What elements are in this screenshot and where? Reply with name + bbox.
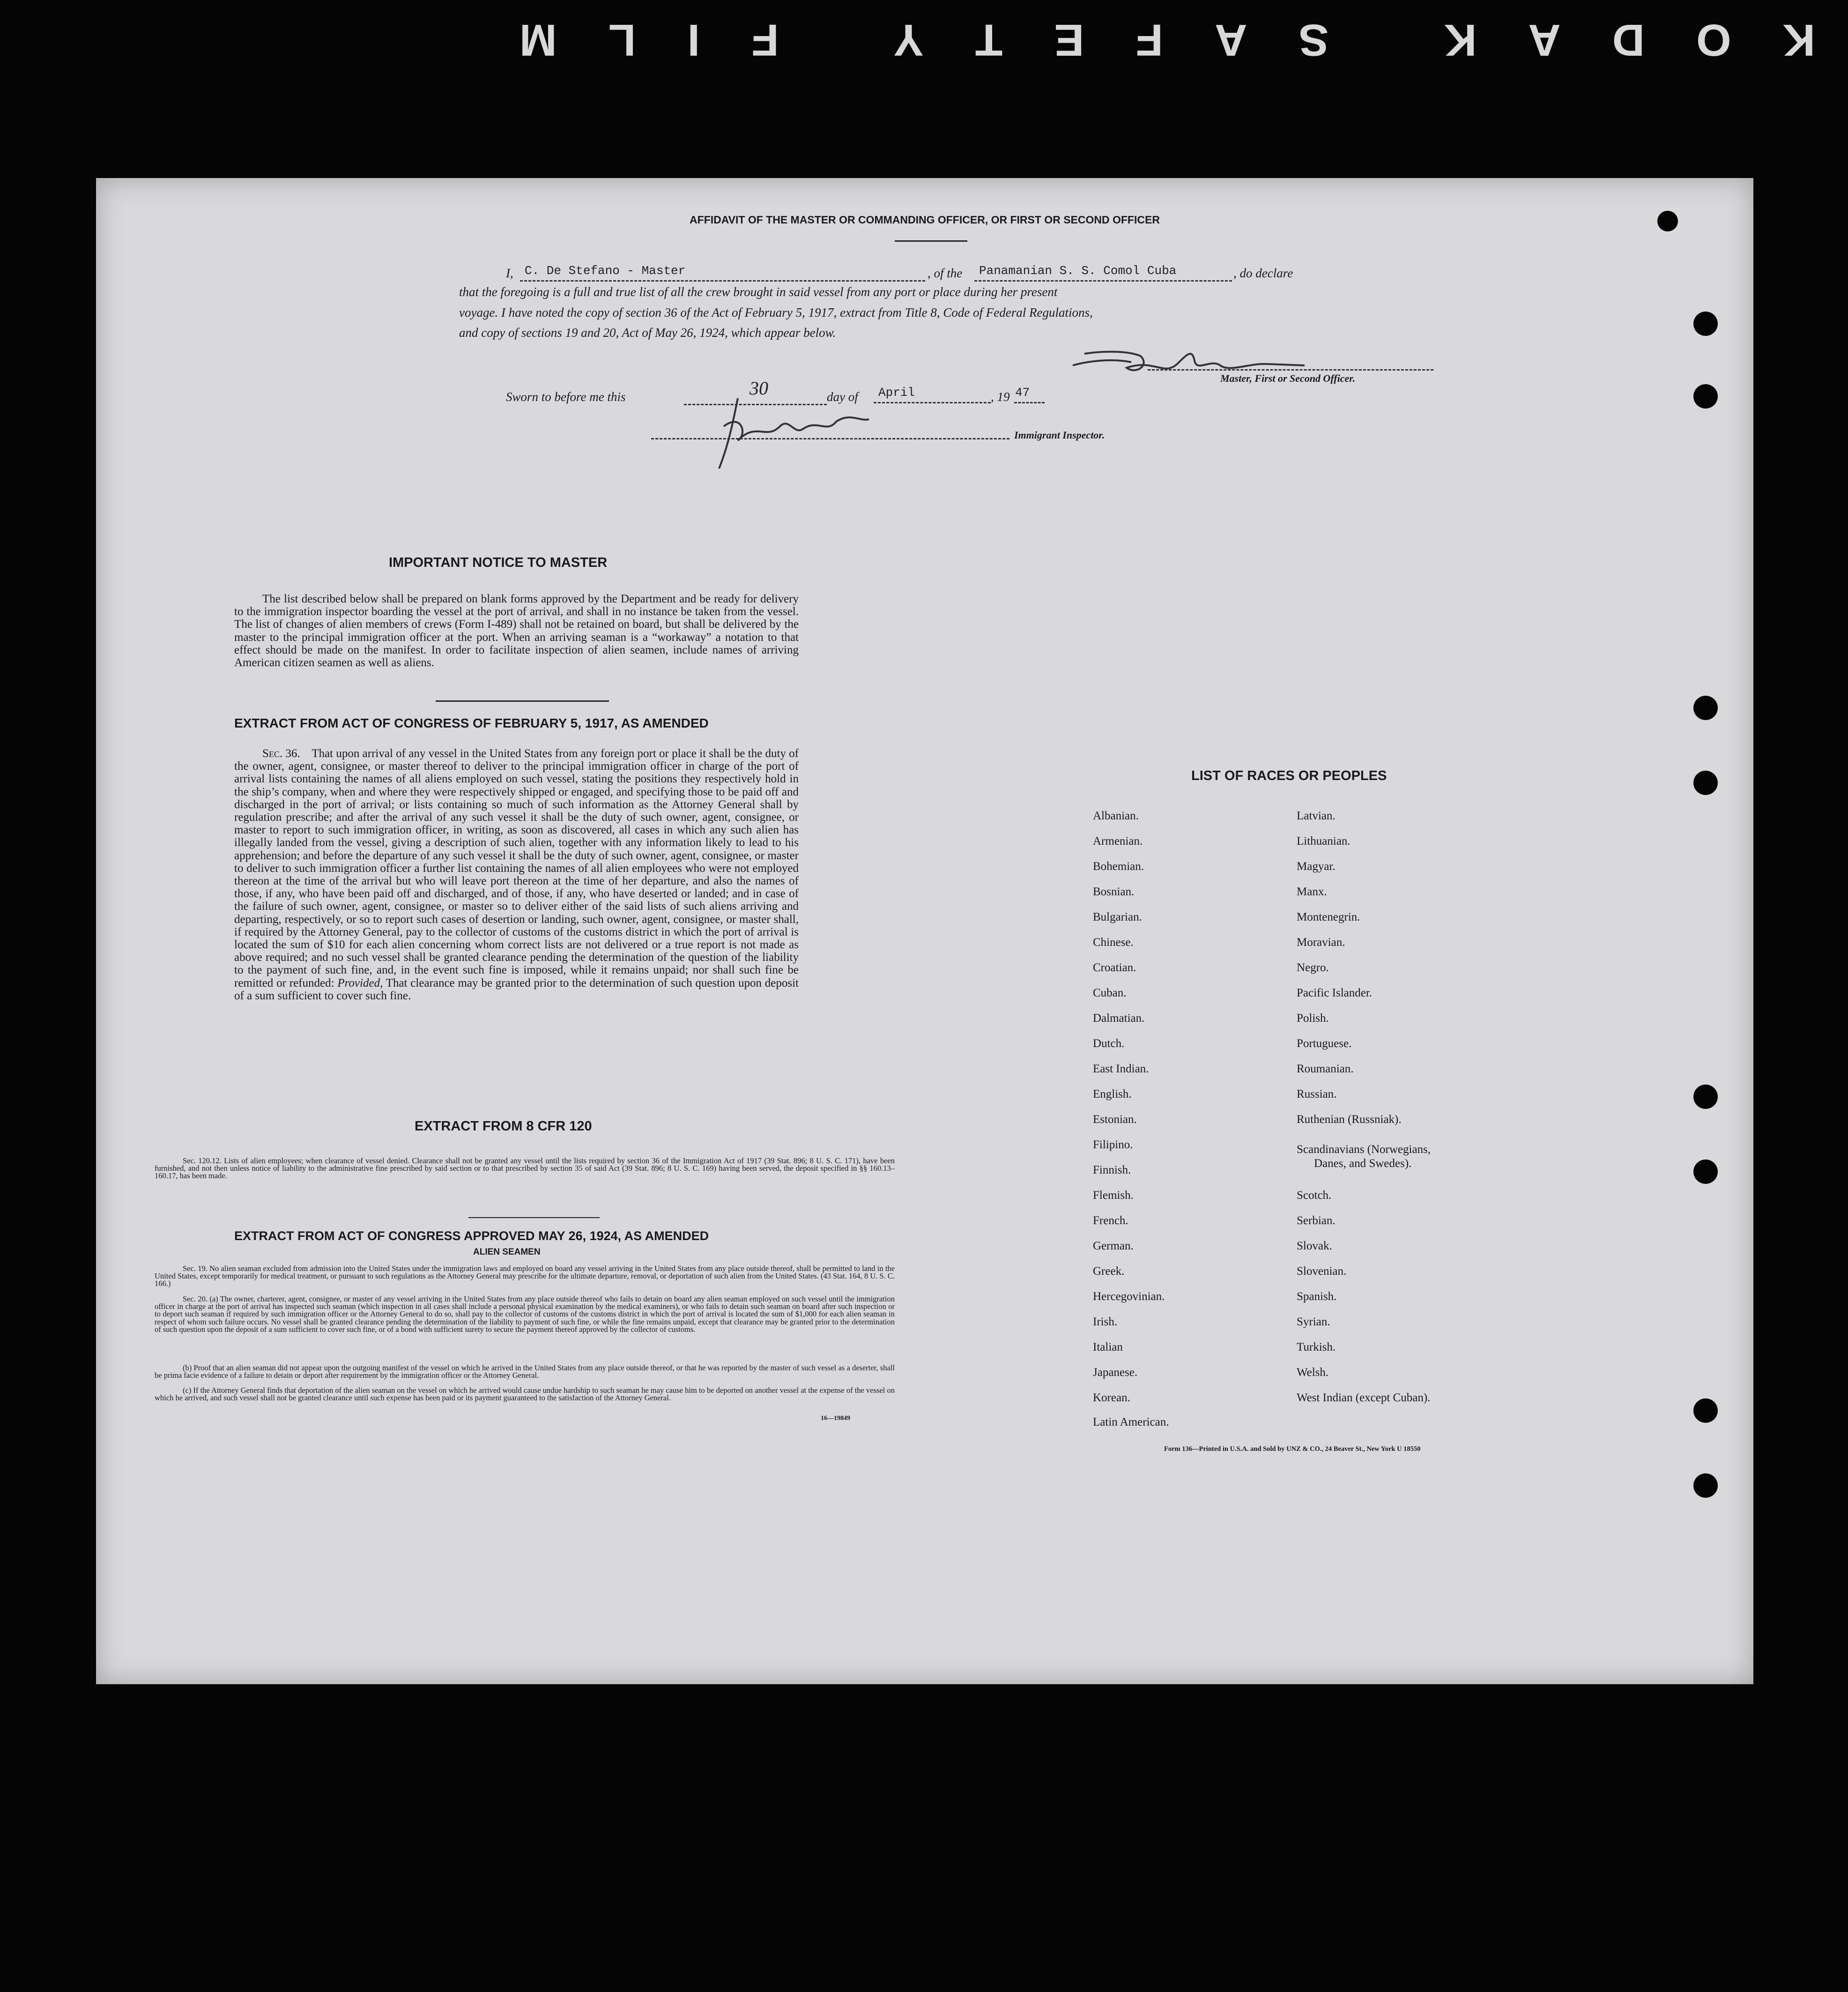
race-item: Scotch.	[1297, 1189, 1332, 1202]
race-item: Cuban.	[1093, 987, 1127, 999]
race-item: Spanish.	[1297, 1290, 1337, 1303]
race-item: Magyar.	[1297, 860, 1336, 873]
race-item: Slovak.	[1297, 1240, 1332, 1252]
form-code: 16—19849	[821, 1415, 850, 1422]
divider	[468, 1217, 600, 1218]
race-item: Polish.	[1297, 1012, 1329, 1025]
race-item: Negro.	[1297, 961, 1329, 974]
year-prefix: , 19	[991, 390, 1010, 404]
race-item: Danes, and Swedes).	[1314, 1157, 1412, 1170]
race-item: Bosnian.	[1093, 885, 1135, 898]
race-item: Scandinavians (Norwegians,	[1297, 1143, 1431, 1156]
race-item: Irish.	[1093, 1316, 1118, 1328]
race-item: Albanian.	[1093, 810, 1139, 822]
race-item: Welsh.	[1297, 1366, 1329, 1379]
punch-hole	[1693, 384, 1718, 409]
race-item: French.	[1093, 1214, 1128, 1227]
race-item: Latvian.	[1297, 810, 1336, 822]
master-name-field[interactable]: C. De Stefano - Master	[520, 264, 925, 282]
race-item: Chinese.	[1093, 936, 1134, 949]
affidavit-line: voyage. I have noted the copy of section 36 of the Act of February 5, 1917, extract from Title 8, Code of Federal Regulations,	[459, 305, 1093, 320]
races-title: LIST OF RACES OR PEOPLES	[1191, 768, 1387, 783]
provided-label: Provided,	[337, 976, 383, 989]
race-item: English.	[1093, 1088, 1132, 1100]
race-item: Montenegrin.	[1297, 911, 1360, 923]
race-item: Portuguese.	[1297, 1037, 1352, 1050]
punch-hole	[1693, 1085, 1718, 1109]
section-20b-text: (b) Proof that an alien seaman did not appear upon the outgoing manifest of the vessel on which he arrived in the United States from any place outside thereof, or that he was reported by the master of such vessel as a deserter, shall be prima facie evidence of a failure to detain or deport after requirement by the immigration officer or the Attorney General.	[155, 1363, 895, 1380]
race-item: Filipino.	[1093, 1138, 1133, 1151]
race-item: Russian.	[1297, 1088, 1337, 1100]
race-item: Japanese.	[1093, 1366, 1138, 1379]
punch-hole	[1693, 1160, 1718, 1184]
divider	[436, 700, 609, 702]
divider	[895, 240, 967, 242]
sworn-label: Sworn to before me this	[506, 390, 626, 404]
race-item: Croatian.	[1093, 961, 1136, 974]
affidavit-title: AFFIDAVIT OF THE MASTER OR COMMANDING OFFICER, OR FIRST OR SECOND OFFICER	[690, 214, 1160, 226]
race-item: Bulgarian.	[1093, 911, 1142, 923]
race-item: West Indian (except Cuban).	[1297, 1391, 1431, 1404]
punch-hole	[1693, 1473, 1718, 1498]
race-item: Ruthenian (Russniak).	[1297, 1113, 1402, 1126]
race-item: Lithuanian.	[1297, 835, 1351, 847]
affidavit-do-declare: , do declare	[1233, 266, 1293, 280]
cfr-body: Sec. 120.12. Lists of alien employees; when clearance of vessel denied. Clearance shall not be granted any vessel until the lists required by section 36 of the Immigration Act of 1917 (39 Stat. 896; 8 U. S. C. 171), have been furnished, and not then unless notice of liability to the administrative fine prescribed by said section or to that prescribed by section 35 of said Act (39 Stat. 896; 8 U. S. C. 169) having been served, the deposit specified in §§ 160.13–160.17, has been made.	[155, 1156, 895, 1181]
race-item: Dalmatian.	[1093, 1012, 1145, 1025]
race-item: Italian	[1093, 1341, 1123, 1353]
sworn-year-field[interactable]: 47	[1014, 386, 1045, 403]
race-item: Syrian.	[1297, 1316, 1330, 1328]
race-item: Korean.	[1093, 1391, 1130, 1404]
sworn-month-field[interactable]: April	[874, 386, 991, 403]
punch-hole	[1693, 696, 1718, 720]
race-item: East Indian.	[1093, 1063, 1149, 1075]
race-item: Dutch.	[1093, 1037, 1125, 1050]
section-20c-text: (c) If the Attorney General finds that deportation of the alien seaman on the vessel on which he arrived would cause undue hardship to such seaman he may cause him to be deported on another vessel at the expense of the vessel on which he arrived, and such vessel shall not be granted clearance until such expense has been paid or its payment guaranteed to the satisfaction of the Attorney General.	[155, 1386, 895, 1403]
punch-hole	[1693, 1398, 1718, 1423]
race-item: Finnish.	[1093, 1164, 1131, 1176]
form-printer-line: Form 136—Printed in U.S.A. and Sold by UNZ & CO., 24 Beaver St., New York U 18550	[1164, 1445, 1421, 1453]
race-item: Hercegovinian.	[1093, 1290, 1165, 1303]
master-caption: Master, First or Second Officer.	[1220, 372, 1356, 384]
signature-line	[1148, 369, 1433, 371]
section-19-text: Sec. 19. No alien seaman excluded from admission into the United States under the immigration laws and employed on board any vessel arriving in the United States from any place outside thereof, shall be permitted to land in the United States, except temporarily for medical treatment, or pursuant to such regulations as the Attorney General may prescribe for the ultimate departure, removal, or deportation of such alien from the United States. (43 Stat. 164, 8 U. S. C. 166.)	[155, 1264, 895, 1288]
section-20a-text: Sec. 20. (a) The owner, charterer, agent, consignee, or master of any vessel arriving in the United States from any place outside thereof who fails to detain on board any alien seaman employed on such vessel until the immigration officer in charge at the port of arrival has inspected such seaman (which inspection in all cases shall include a personal physical examination by the medical examiners), or who fails to detain such seaman on board after such inspection or to deport such seaman if required by such immigration officer or the Attorney General to do so, shall pay to the collector of customs of the customs district in which the port of arrival is located the sum of $1,000 for each alien seaman in respect of whom such failure occurs. No vessel shall be granted clearance pending the determination of the liability to payment of such fine, or while the fine remains unpaid, except that clearance may be granted prior to the determination of such question upon the deposit of a sum sufficient to cover such fine, or of a bond with sufficient surety to secure the payment thereof approved by the collector of customs.	[155, 1294, 895, 1334]
inspector-signature	[710, 394, 883, 473]
day-of-label: day of	[827, 390, 858, 404]
notice-title: IMPORTANT NOTICE TO MASTER	[389, 555, 608, 570]
race-item: Bohemian.	[1093, 860, 1144, 873]
race-item: Pacific Islander.	[1297, 987, 1373, 999]
vessel-name-field[interactable]: Panamanian S. S. Comol Cuba	[974, 264, 1232, 282]
sworn-day-field[interactable]: 30	[684, 377, 827, 405]
section-label: Sec. 36.	[262, 747, 300, 760]
inspector-line	[651, 438, 1009, 439]
punch-hole	[1693, 312, 1718, 336]
race-item: Slovenian.	[1297, 1265, 1347, 1278]
race-item: Turkish.	[1297, 1341, 1336, 1353]
race-item: Armenian.	[1093, 835, 1143, 847]
extract-1924-title: EXTRACT FROM ACT OF CONGRESS APPROVED MAY 26, 1924, AS AMENDED	[234, 1229, 709, 1243]
race-item: Latin American.	[1093, 1416, 1169, 1428]
extract-1917-title: EXTRACT FROM ACT OF CONGRESS OF FEBRUARY 5, 1917, AS AMENDED	[234, 716, 709, 730]
race-item: German.	[1093, 1240, 1134, 1252]
race-item: Flemish.	[1093, 1189, 1134, 1202]
affidavit-line: that the foregoing is a full and true list of all the crew brought in said vessel from any port or place during her present	[459, 285, 1058, 299]
film-edge-marking: KODAK SAFETY FILM	[468, 15, 1815, 65]
notice-body: The list described below shall be prepared on blank forms approved by the Department and be ready for delivery to the immigration inspector boarding the vessel at the port of arrival, and shall in no instance be taken from the vessel. The list of changes of alien members of crews (Form I-489) shall not be retained on board, but shall be delivered by the master to the principal immigration officer at the port. When an arriving seaman is a “workaway” a notation to that effect should be made on the manifest. In order to facilitate inspection of alien seamen, include names of arriving American citizen seamen as well as aliens.	[234, 593, 799, 669]
extract-1917-body	[234, 747, 799, 1002]
section-36-end: That clearance may be granted prior to the determination of such question upon deposit of a sum sufficient to cover such fine.	[234, 976, 799, 1002]
race-item: Moravian.	[1297, 936, 1345, 949]
race-item: Serbian.	[1297, 1214, 1336, 1227]
cfr-title: EXTRACT FROM 8 CFR 120	[415, 1119, 592, 1134]
race-item: Roumanian.	[1297, 1063, 1354, 1075]
race-item: Manx.	[1297, 885, 1327, 898]
affidavit-line: and copy of sections 19 and 20, Act of May 26, 1924, which appear below.	[459, 326, 836, 340]
punch-hole	[1693, 771, 1718, 795]
document-page	[96, 178, 1753, 1684]
race-item: Greek.	[1093, 1265, 1125, 1278]
race-item: Estonian.	[1093, 1113, 1137, 1126]
alien-seamen-subtitle: ALIEN SEAMEN	[473, 1247, 541, 1257]
section-36-text: That upon arrival of any vessel in the United States from any foreign port or place it shall be the duty of the owner, agent, consignee, or master thereof to deliver to the principal immigration officer in charge of the port of arrival lists containing the names of all aliens employed on such vessel, stating the positions they respectively hold in the ship’s company, when and where they were respectively shipped or engaged, and specifying those to be paid off and discharged in the port of arrival; or lists containing so much of such information as the Attorney General shall by regulation prescribe; and after the arrival of any such vessel it shall be the duty of such owner, agent, consignee, or master to report to such immigration officer, in writing, as soon as discovered, all cases in which any such alien has illegally landed from the vessel, giving a description of such alien, together with any information likely to lead to his apprehension; and before the departure of any such vessel it shall be the duty of such owner, agent, consignee, or master to deliver to such immigration officer a further list containing the names of all alien employees who were not employed thereon at the time of the arrival but who will leave port thereon at the time of her departure, and also the names of those, if any, who have been paid off and discharged, and of those, if any, who have deserted or landed; and in case of the failure of such owner, agent, consignee, or master so to deliver either of the said lists of such aliens arriving and departing, respectively, or so to report such cases of desertion or landing, such owner, agent, consignee, or master shall, if required by the Attorney General, pay to the collector of customs of the customs district in which the port of arrival is located the sum of $10 for each alien concerning whom correct lists are not delivered or a true report is not made as above required; and no such vessel shall be granted clearance pending the determination of the question of the liability to the payment of such fine, and, in the event such fine is imposed, while it remains unpaid; nor shall such fine be remitted or refunded:	[234, 747, 799, 989]
inspector-caption: Immigrant Inspector.	[1014, 429, 1105, 441]
affidavit-i-label: I,	[506, 266, 513, 280]
affidavit-of-the-label: , of the	[928, 266, 963, 280]
